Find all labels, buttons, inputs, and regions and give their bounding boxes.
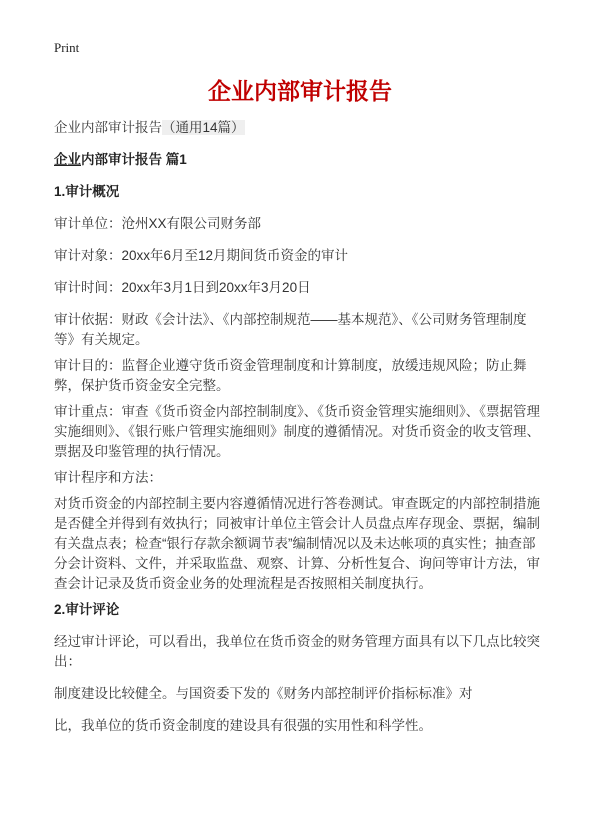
audit-object-line: 审计对象：20xx年6月至12月期间货币资金的审计	[54, 248, 349, 263]
audit-procedure-label: 审计程序和方法：	[54, 470, 162, 485]
chapter-heading-rest: 内部审计报告 篇1	[81, 152, 187, 167]
review-point-1-paragraph: 制度建设比较健全。与国资委下发的《财务内部控制评价指标标准》对	[54, 686, 473, 701]
audit-focus-paragraph: 审计重点：审查《货币资金内部控制制度》、《货币资金管理实施细则》、《票据管理实施细则》、《银行账户管理实施细则》制度的遵循情况。对货币资金的收支管理、票据及印鉴管理的执行情况。	[54, 404, 540, 459]
subtitle-count-highlight: （通用14篇）	[162, 120, 245, 135]
subtitle-text: 企业内部审计报告	[54, 120, 162, 135]
keyword-link[interactable]: 企业	[54, 152, 81, 167]
review-point-2-paragraph: 比，我单位的货币资金制度的建设具有很强的实用性和科学性。	[54, 718, 432, 733]
audit-purpose-paragraph: 审计目的：监督企业遵守货币资金管理制度和计算制度，放缓违规风险；防止舞弊，保护货币资金安全完整。	[54, 358, 527, 393]
page-title: 企业内部审计报告	[208, 78, 392, 104]
print-link[interactable]: Print	[54, 40, 80, 55]
audit-basis-paragraph: 审计依据：财政《会计法》、《内部控制规范——基本规范》、《公司财务管理制度等》有关规定。	[54, 312, 527, 347]
section-1-heading: 1.审计概况	[54, 184, 120, 199]
audit-time-line: 审计时间：20xx年3月1日到20xx年3月20日	[54, 280, 311, 295]
chapter-heading	[54, 150, 546, 170]
audit-procedure-detail-paragraph: 对货币资金的内部控制主要内容遵循情况进行答卷测试。审查既定的内部控制措施是否健全并得到有效执行；同被审计单位主管会计人员盘点库存现金、票据，编制有关盘点表；检查“银行存款余额调节表”编制情况以及未达帐项的真实性；抽查部分会计资料、文件，并采取监盘、观察、计算、分析性复合、询问等审计方法，审查会计记录及货币资金业务的处理流程是否按照相关制度执行。	[54, 496, 540, 591]
review-intro-paragraph: 经过审计评论，可以看出，我单位在货币资金的财务管理方面具有以下几点比较突出：	[54, 634, 540, 669]
subtitle	[54, 118, 546, 138]
audit-unit-line: 审计单位：沧州XX有限公司财务部	[54, 216, 262, 231]
section-2-heading: 2.审计评论	[54, 602, 120, 617]
